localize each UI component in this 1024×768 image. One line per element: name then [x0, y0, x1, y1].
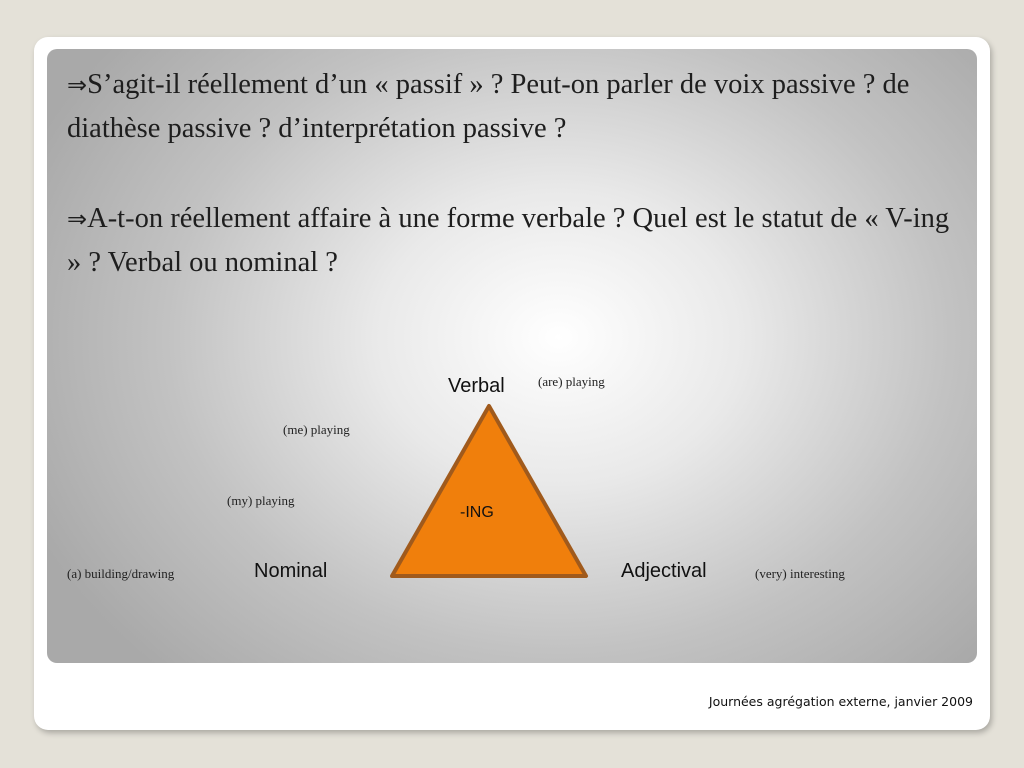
example-a-building-drawing: (a) building/drawing [67, 566, 175, 581]
question-text-1: S’agit-il réellement d’un « passif » ? Peut-on parler de voix passive ? de diathèse passive ? d’interprétation passive ? [67, 69, 910, 144]
example-my-playing: (my) playing [227, 493, 295, 508]
example-are-playing: (are) playing [538, 374, 605, 389]
implies-arrow-icon: ⇒ [67, 71, 88, 99]
implies-arrow-icon: ⇒ [67, 205, 88, 233]
adjectival-label: Adjectival [621, 560, 707, 582]
nominal-label: Nominal [254, 560, 328, 582]
example-me-playing: (me) playing [283, 422, 350, 437]
question-paragraph-1 [67, 63, 957, 151]
triangle-center-label: -ING [460, 504, 494, 521]
question-text-2: A-t-on réellement affaire à une forme verbale ? Quel est le statut de « V-ing » ? Verbal ou nominal ? [67, 203, 950, 278]
slide-footer: Journées agrégation externe, janvier 2009 [708, 694, 973, 709]
question-paragraph-2 [67, 197, 957, 285]
ing-triangle [388, 402, 590, 584]
example-very-interesting: (very) interesting [755, 566, 845, 581]
verbal-label: Verbal [448, 375, 505, 397]
triangle-shape [392, 406, 586, 576]
